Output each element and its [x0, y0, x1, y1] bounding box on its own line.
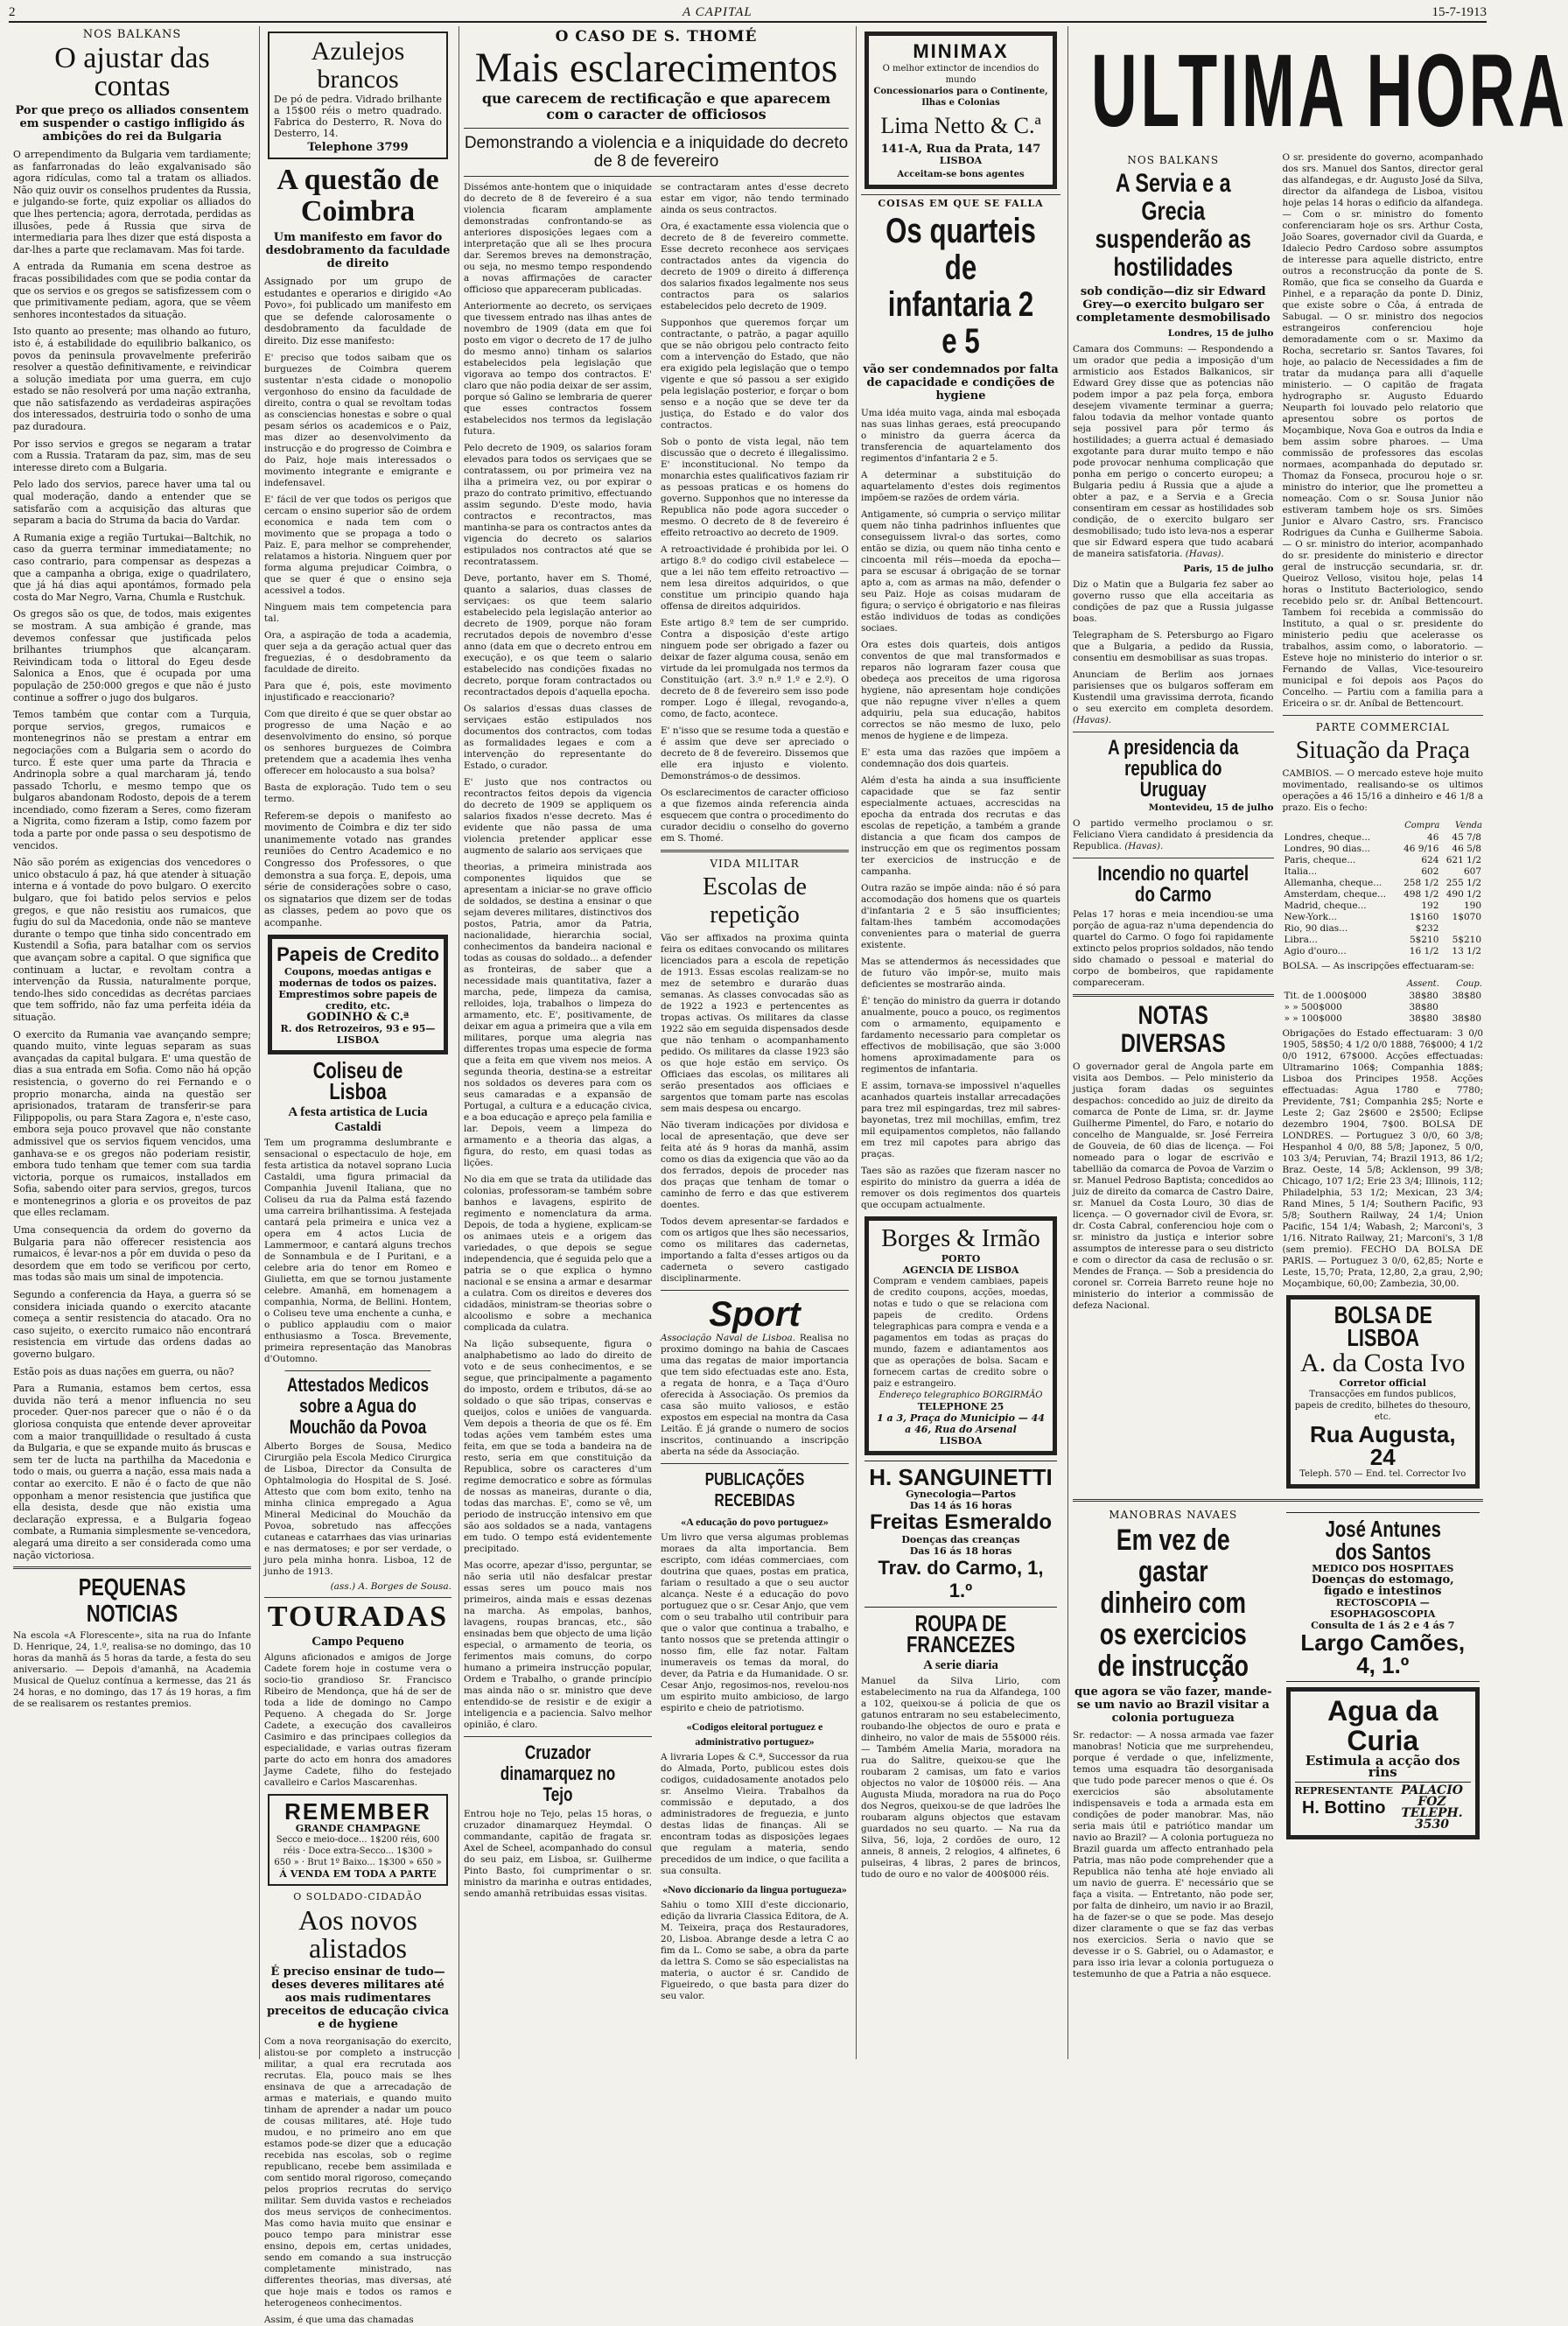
- table-row: [1283, 1013, 1484, 1025]
- table-header: [1283, 977, 1396, 991]
- dispatch-text: Anunciam de Berlim aos jornaes parisienses que os bulgaros sofferam em Kustendil uma gravissima derrota, ficando o seu exercito em completa desordem.: [1073, 669, 1274, 714]
- ad-text: Consulta de 1 ás 2 e 4 ás 7: [1311, 1620, 1455, 1631]
- ad-text: H. Bottino: [1301, 1798, 1386, 1818]
- ad-phone: Telephone 3799: [307, 141, 409, 154]
- article-paragraph: Telegrapham de S. Petersburgo ao Figaro que a Bulgaria, a pedido da Russia, consentiu em desmobilisar as suas tropas.: [1073, 630, 1274, 663]
- article-title: ROUPA DE FRANCEZES: [906, 1610, 1015, 1657]
- signature: (ass.) A. Borges de Sousa.: [330, 1580, 452, 1592]
- table-cell-value: 38$80: [1409, 991, 1438, 1001]
- article-paragraph: A livraria Lopes & C.ª, Successor da rua do Almada, Porto, publicou estes dois codigos, cuidadosamente anotados pelo sr. Anselmo Vieira. Trabalhos da commissão e deputado, a dos administradores de freguezia, e junto destas lidas de finanças. Ali se encontram todas as disposições legaes que regulam a materia, sendo precedidos de um indice, o que facilita a sua consulta.: [661, 1752, 849, 1876]
- ad-text: Transacções em fundos publicos, papeis de credito, bilhetes do thesouro, etc.: [1294, 1390, 1471, 1422]
- article-paragraph: Com a nova reorganisação do exercito, alistou-se por completo a instrucção militar, a qual era recrutada aos recrutas. Ela, pouco mais se lhes ensinava de que a arrecadação de armas e materiais, e quando muito tinham de aprender a nadar um pouco de cousas militares, até. Hoje tudo mudou, e no primeiro ano em que estamos pode-se dizer que a educação recebida nas escolas, sob o regime republicano, recebe bem assimilada e com sentido moral rigoroso, começando pelos proprios recrutas do serviço militar. Sem duvida vastos e recheiados dos meus serviços de conhecimentos. Mas como havia muito que ensinar e pouco tempo para ministrar esse ensino, depois em, certas unidades, sendo em comando a sua instrucção completamente ministrado, nas differentes theorias, mas diversas, até que hoje mais e todos os ramos e heterogeneos conhecimentos.: [264, 2035, 452, 2308]
- table-cell-label: » » 500$000: [1284, 1002, 1342, 1012]
- article-title: A Servia e a Grecia suspenderão as hostilidades: [1095, 169, 1251, 282]
- bolsa-table: [1283, 977, 1484, 1025]
- ad-address: 141-A, Rua da Prata, 147: [880, 143, 1041, 156]
- dispatch-source: (Havas).: [1073, 715, 1112, 725]
- table-header: [1283, 819, 1398, 832]
- article-paragraph: Anteriormente ao decreto, os serviçaes que tivessem entrado nas ilhas antes de novembro de 1909 (data em que foi posto em vigor o decreto de 17 de julho do mesmo anno) tinham os salarios estabelecidos pela legislação que vigorava ao tempo dos contractos. E' claro que não podia deixar de ser assim, porque só Galino se lembraria de querer que esses contractos fossem estabelecidos nos termos da legislação futura.: [464, 301, 652, 437]
- section-kicker: NOS BALKANS: [82, 28, 182, 41]
- table-row: [1283, 912, 1484, 923]
- ad-text: Corretor official: [1339, 1377, 1426, 1389]
- table-row: [1283, 855, 1484, 866]
- article-paragraph: Na lição subsequente, figura o analphabetismo ao lado do direito de voto e de seus conhecimentos, e se segue, que principalmente a pagamento do imposto, ordem e tributos, dá-se ao soldado o que são tripas, conservas e queijos, colos e uniões de vanguarda. Vem depois a theoria de que os fé. Em todas ações vem também estes uma feita, em que se toda a bandeira na de resto, seria em que constituição da Republica, sobre os caracteres d'um regime democratico e sobre as fórmulas de nossas as maneiras, durante o dia, todas das marchas. E', como se vê, um periodo de instrucção intensivo em que são aos soldados se a nada, vantagens em tudo. O tempo está evidentemente precipitado.: [464, 1339, 652, 1554]
- article-deck: «Codigos eleitoral portuguez e administrativo portuguez»: [686, 1720, 823, 1748]
- article-paragraph: Alberto Borges de Sousa, Medico Cirurgião pela Escola Medico Cirurgica de Lisboa, Director da Consulta de Ophtalmologia do Hospital de S. José. Attesto que com bom exito, tenho na minha clinica empregado a Agua Mineral Medicinal do Mouchão da Povoa, sobretudo nas affecções cutaneas e catarrhaes das vias urinarias e nas dermatoses; e por ser verdade, o juro pela minha honra. Lisboa, 12 de junho de 1913.: [264, 1440, 452, 1577]
- article-paragraph: Basta de exploração. Tudo tem o seu termo.: [264, 781, 452, 804]
- table-cell-label: Amsterdam, cheque...: [1284, 889, 1387, 900]
- table-cell-label: Madrid, cheque...: [1284, 900, 1367, 911]
- dateline: Londres, 15 de julho: [1167, 328, 1274, 339]
- article-paragraph: Estão pois as duas nações em guerra, ou não?: [13, 1365, 234, 1377]
- table-row: [1283, 844, 1484, 855]
- ad-text: REPRESENTANTE: [1294, 1785, 1393, 1797]
- ad-text: Compram e vendem cambiaes, papeis de credito coupons, acções, moedas, notas e tudo o que se relaciona com papeis de credito. Ordens telegraphicas para compra e venda e a pagamentos em todas as praças do mundo, fazem e adiantamentos aos que as operações de bolsa. Sacam e fornecem cartas de credito sobre o paiz e estrangeiro.: [873, 1277, 1048, 1389]
- article-deck: que agora se vão fazer, mande-se um navio ao Brazil visitar a colonia portugueza: [1074, 1685, 1272, 1725]
- article-paragraph: Deve, portanto, haver em S. Thomé, quanto a salarios, duas classes de serviçaes: os que teem salario estabelecido pela legislação anterior ao decreto de 1909, porque não foram recrutados depois de novembro d'esse anno (data em que o decreto entrou em execução), e os que teem o salario estabelecido nas condições fixadas no decreto, porque foram contractados ou recontractados depois d'aquella epocha.: [464, 573, 652, 697]
- article-paragraph: Assignado por um grupo de estudantes e operarios e dirigido «Ao Povo», foi publicado um manifesto em que se defende calorosamente o desdobramento da faculdade de direito. Diz esse manifesto:: [264, 276, 452, 347]
- ad-text: Doenças das creanças: [901, 1534, 1020, 1545]
- dispatch-source: (Havas).: [1124, 841, 1164, 851]
- ad-text: De pó de pedra. Vidrado brilhante a 15$00 réis o metro quadrado. Fabrica do Desterro, R. Nova do Desterro, 14.: [274, 94, 442, 139]
- ad-title: Freitas Esmeraldo: [869, 1510, 1053, 1534]
- table-row: [1283, 878, 1484, 889]
- article-title: O ajustar das contas: [54, 42, 210, 102]
- table-cell-label: Rio, 90 dias...: [1284, 923, 1348, 934]
- ad-address: R. dos Retrozeiros, 93 e 95—LISBOA: [280, 1022, 436, 1046]
- ad-text: Gynecologia—Partos: [906, 1489, 1016, 1500]
- ad-city: LISBOA: [939, 1435, 983, 1447]
- article-paragraph: Mas ocorre, apezar d'isso, perguntar, se não seria util não desfalcar prestar essas seres um pouco mais nos primeiros, ainda mais e essas dezenas na marcha. As empolas, banhos, lavagens, roupas brancas, etc., são ensinadas bem que objecto de uma lição especial, o armamento de teoria, os ferimentos mais comuns, do corpo humano a primeira instrucção popular, Ordem e Trabalho, o grande princípio mas ainda não o sr. ministro que deve entendido-se de resistir e de exigir a inteligencia e a paciencia. Salvo melhor opinião, é claro.: [464, 1560, 652, 1730]
- ad-text: Doenças do estomago, figado e intestinos: [1311, 1573, 1454, 1598]
- agua-curia-ad: [1286, 1687, 1480, 1839]
- section-kicker: MANOBRAS NAVAES: [1109, 1509, 1238, 1521]
- article-paragraph: Temos também que contar com a Turquia, porque servios, gregos, rumaicos e montenegrinos não se prestam a entrar em negociações com a Bulgaria sem o acordo do turco. É este quer uma parte da Thracia e Andrinopla sobre a qual marcharam já, tendo passado Tchorlu, e mesmo tempo que os bulgaros abandonam Rodosto, depois de a terem incendiado, como fizeram a Seres, como fizeram a Nigrita, como fizeram a Istip, como fazem por toda a parte por onde passa o seu despotismo de vencidos.: [13, 709, 251, 851]
- article-paragraph: Isto quanto ao presente; mas olhando ao futuro, isto é, á estabilidade do equilibrio balkanico, os povos da peninsula provavelmente preferirão resolver a questão definitivamente, e reivindicar a solução imediata por uma guerra, em cujo estado se não resolverá por uma nação extranha, que não satisfazendo as verdadeiras aspirações dos interessados, destruiria todo o sonho de uma paz duradoura.: [13, 326, 251, 433]
- ad-text: PALACIO FOZ: [1400, 1783, 1463, 1809]
- table-header: Venda: [1454, 821, 1482, 830]
- column-3: [458, 26, 853, 2059]
- article-paragraph: Os gregos são os que, de todos, mais exigentes se mostram. A sua ambição é grande, mas devemos confessar que justificada pelos brilhantes triumphos que alcançaram. Reivindicam toda o littoral do Egeu desde Salonica a Enos, que é ocupada por uma população de 250:000 gregos e que não é justo continue a soffrer o jugo dos bulgaros.: [13, 608, 251, 704]
- article-deck: É preciso ensinar de tudo—deses deveres militares até aos mais rudimentares preceitos de educação civica e de hygiene: [266, 1965, 450, 2031]
- ad-title: REMEMBER: [284, 1797, 431, 1825]
- table-cell-label: Libra...: [1284, 935, 1318, 945]
- article-paragraph: Todos devem apresentar-se fardados e com os artigos que lhes são necessarios, como os militares das cadernetas, importando a falta d'esses artigos ou da caderneta o severo castigado disciplinarmente.: [661, 1216, 849, 1284]
- article-deck: A serie diaria: [923, 1658, 998, 1672]
- article-paragraph: Para a Rumania, estamos bem certos, essa duvida não terá a menor influencia no seu proceder. Quer-nos parecer que o não é o da gloriosa conquista que entende dever aproveitar com a maior tranquillidade o resultado á custa da Bulgaria, e que se expande muito ás bruscas e sem ter de lucta na parthilha da Macedonia e todo o mais, ou guerra a nação, essa mais nada a contar ao exercito. E não é o facto de que não opponham a menor resistencia que justifica que ella desista, desde que não existia uma declaração expressa, e a Bulgaria fogeao combate, a Rumania simplesmente se-vencedora, alegará uma direito a ser considerada como uma nação victoriosa.: [13, 1383, 251, 1561]
- table-cell-value: 38$80: [1409, 1002, 1438, 1012]
- dispatch-text: Camara dos Communs: — Respondendo a um orador que pedia a imposição d'um armisticio aos Estados Balkanicos, sir Edward Grey disse que as potencias não podem impor a paz pela força, embora desejem vivamente terminar a guerra; falou todavia da melhor vontade quanto seja possivel para pôr termo ás hostilidades; a guerra actual é demasiado exgotante para durar muito tempo e não pode provocar nenhuma complicação que ponha em perigo o concerto europeu; a Bulgaria pediu á Russia que a ajude a obter a paz, e a Servia e a Grecia consentiram em cessar as hostilidades sob condição, de o exercito bulgaro ser desmobilisado; tudo isto leva-nos a esperar que sir Edward espera que tudo acabará de maneira satisfatoria.: [1073, 344, 1274, 559]
- ad-firm: GODINHO & C.ª: [306, 1010, 410, 1024]
- article-paragraph: O arrependimento da Bulgaria vem tardiamente; as fanfarronadas do leão exgalvanisado são agora ridículas, como tal a tratam os alliados. Não quiz ouvir os conselhos prudentes da Russia, e julgando-se forte, quiz expoliar os alliados do que lhes pertencia; agora, derrotada, perdidas as illusões, pede á Russia que sirva de intermediaria para lhes dizer que está disposta a dar-lhes a parte que reclamavam. Mas foi tarde.: [13, 149, 251, 256]
- article-title: Coliseu de Lisboa: [312, 1056, 403, 1104]
- article-paragraph: Alguns aficionados e amigos de Jorge Cadete forem hoje in costume vera o socio-tio grandioso Sr. Francisco Ribeiro de Mendonça, que há de ser de toda a lide de domingo no Campo Pequeno. A chegada do Sr. Jorge Cadete, a execução dos cavalleiros Casimiro e das principaes collegios da especialidade, e varias outras fizeram parte do acto em honra dos amadores Jayme Cadete, filho do festejado cavalleiro e Carlos Mascarenhas.: [264, 1651, 452, 1788]
- masthead: [9, 5, 1487, 23]
- article-paragraph: Tem um programma deslumbrante e sensacional o espectaculo de hoje, em festa artistica da notavel soprano Lucia Castaldi, uma figura primacial da Companhia Juvenil Italiana, que no Coliseu da rua da Palma está fazendo uma carreira brilhantissima. A festejada cantará pela primeira e unica vez a opera em 4 actos Lucia de Lammermoor, e cantará alguns trechos de Sonnambula e de I Puritani, e a celebre aria do tenor em Romeo e Giulietta, em que se tornou justamente celebre. Amanhã, em homenagem a companhia, Norma, de Bellini. Hontem, o Coliseu teve uma enchente a cunha, e o publico applaudiu com o maior enthusiasmo a Tosca. Brevemente, primeira representação das Manobras d'Outomno.: [264, 1137, 452, 1364]
- table-row: [1283, 900, 1484, 912]
- article-paragraph: Uma idéa muito vaga, ainda mal esboçada nas suas linhas geraes, está preocupando o ministro da guerra ácerca da transferencia de aquartelamento dos regimentos d'infantaria 2 e 5.: [861, 408, 1060, 464]
- ad-firm: A. da Costa Ivo: [1300, 1349, 1466, 1377]
- table-cell-value: 258 1/2: [1404, 878, 1439, 888]
- table-cell-value: 602: [1421, 866, 1439, 877]
- article-paragraph: Pelo lado dos servios, parece haver uma tal ou qual moderação, dando a entender que se satisfarão com a acquisição das alturas que separam a bacia do Struma da bacia do Vardar.: [13, 479, 251, 527]
- article-paragraph: Taes são as razões que fizeram nascer no espirito do ministro da guerra a idéa de remover os dois regimentos dos quarteis que occupam actualmente.: [861, 1166, 1060, 1210]
- article-paragraph: Segundo a conferencia da Haya, a guerra só se considera iniciada quando o exercito atacante começa a sentir resistencia do atacado. Ora no caso sujeito, o exercito rumaico não encontrará resistencia em virtude das ordens dadas ao governo bulgaro.: [13, 1289, 251, 1360]
- article-paragraph: Para que é, pois, este movimento injustificado e reaccionario?: [264, 680, 452, 703]
- article-title: Os quarteis de infantaria 2 e 5: [886, 212, 1036, 361]
- article-subhead: Demonstrando a violencia e a iniquidade do decreto de 8 de fevereiro: [464, 134, 849, 171]
- ad-text: RECTOSCOPIA — ESOPHAGOSCOPIA: [1330, 1597, 1436, 1620]
- azulejos-ad: [268, 32, 448, 159]
- article-paragraph: Sr. redactor: — A nossa armada vae fazer manobras! Noticia que me surprehendeu, porque é verdade o que, infelizmente, temos uma esquadra tão desorganisada que tudo pode parecer menos o que é. Os exercicios são absolutamente indispensaveis e toda a armada esta em condições de poder manobrar. Mas, não seria mais útil e patriótico mandar um navio ao Brazil? — A colonia portugueza no Brazil guarda um affecto entranhado pela Patria, mas não pode comprehender que a Republica não tenha até hoje enviado ali um navio de guerra. E' necessário que se faça a visita. — Entretanto, não pode ser, por falta de dinheiro, um navio ir ao Brazil, ha de fazer-se o que se pode. Mas desejo dizer claramente o que se faz das verbas nos exercicios. Seria o navio que se devesse ir o S. Gabriel, ou o Adamastor, e para isso iria levar a colonia portugueza o testemunho de que a Patria a não esquece.: [1073, 1730, 1274, 1979]
- article-title: Situação da Praça: [1295, 737, 1470, 764]
- article-title: Escolas de repetição: [703, 873, 807, 928]
- table-cell-value: 192: [1421, 900, 1439, 911]
- section-kicker: NOS BALKANS: [1127, 154, 1220, 166]
- table-cell-value: 38$80: [1409, 1013, 1438, 1024]
- table-header-row: [1283, 819, 1484, 832]
- section-kicker: O SOLDADO-CIDADÃO: [293, 1890, 423, 1902]
- exchange-table: [1283, 819, 1484, 957]
- dateline: Montevideu, 15 de julho: [1148, 802, 1274, 813]
- ad-city: PORTO: [941, 1253, 981, 1265]
- article-paragraph: Uma consequencia da ordem do governo da Bulgaria para não offerecer resistencia aos rumaicos, é levar-nos a pôr em duvida o peso da desordem que em todo se verificou por certo, mas todas são mais um sinal de impotencia.: [13, 1224, 251, 1284]
- borges-ad: [864, 1216, 1057, 1455]
- article-paragraph: Ora estes dois quarteis, dois antigos conventos de que mal transformados e reparos não lograram fazer cousa que obedeça aos preceitos de uma rigorosa hygiene, não apresentam hoje condições que não repugne viver n'elles a quem adquiriu, pela sua educação, habitos correctos se não mesmo de luxo, pelo menos de hygiene e de limpeza.: [861, 640, 1060, 741]
- doctors-ad: [864, 1461, 1057, 1608]
- table-cell-label: Londres, cheque...: [1284, 832, 1371, 843]
- table-cell-value: 498 1/2: [1404, 889, 1439, 900]
- article-paragraph: Ora, é exactamente essa violencia que o decreto de 8 de fevereiro commette. Esse decreto reconhece aos serviçaes contractados antes da vigencia do decreto de 1909 o direito á differença dos salarios fixados legalmente nos seus contractos para os salarios estabelecidos pelo decreto de 1909.: [661, 221, 849, 312]
- table-cell-value: 38$80: [1452, 1013, 1481, 1024]
- article-title: Aos novos alistados: [298, 1903, 417, 1964]
- section-kicker: O CASO DE S. THOMÉ: [555, 28, 758, 46]
- table-cell-value: 13 1/2: [1452, 946, 1481, 956]
- papeis-ad: [268, 935, 448, 1054]
- ad-title: Azulejos brancos: [311, 37, 405, 94]
- article-paragraph: [1073, 669, 1274, 726]
- article-title: Incendio no quartel do Carmo: [1097, 862, 1250, 907]
- table-row: [1283, 946, 1484, 957]
- table-cell-value: 5$210: [1409, 935, 1439, 945]
- table-cell-label: Paris, cheque...: [1284, 855, 1356, 865]
- table-cell-label: Allemanha, cheque...: [1284, 878, 1382, 888]
- ad-city: LISBOA: [939, 155, 983, 166]
- ad-text: Concessionarios para o Continente, Ilhas e Colonias: [873, 87, 1048, 108]
- table-cell-value: 45 7/8: [1452, 832, 1481, 843]
- ad-text: Das 16 ás 18 horas: [909, 1545, 1012, 1557]
- article-deck: A festa artistica de Lucia Castaldi: [288, 1104, 428, 1134]
- article-paragraph: A determinar a substituição do aquartelamento d'estes dois regimentos impõem-se razões de ordem vária.: [861, 470, 1060, 503]
- ad-text: Estimula a acção dos rins: [1305, 1753, 1460, 1780]
- section-kicker: PARTE COMMERCIAL: [1315, 721, 1450, 733]
- table-cell-value: 490 1/2: [1446, 889, 1481, 900]
- bolsa-lisboa-ad: [1286, 1295, 1480, 1489]
- sport-text: Realisa no proximo domingo na bahia de Cascaes uma das regatas de maior importancia que tem sido efectuadas este ano. Esta, a regata de honra, e a Taça d'Ouro oferecida à Associação. Os premios da casa são muito valiosos, e estão expostos em especial na montra da Casa Leitão. É já grande o numero de socios inscritos, continuando a inscripção aberta na séde da Associação.: [661, 1333, 849, 1457]
- article-paragraph: E assim, tornava-se impossivel n'aquelles acanhados quarteis installar arrecadações para trez mil espingardas, trez mil sabres-bayonetas, trez mil mochillas, emfim, trez mil equipamentos completos, não fallando em trez mil capotes para abrigo das praças.: [861, 1081, 1060, 1159]
- table-cell-value: 1$160: [1409, 912, 1439, 922]
- article-paragraph: Ninguem mais tem competencia para tal.: [264, 601, 452, 624]
- article-paragraph: Os esclarecimentos de caracter officioso a que fizemos ainda referencia ainda esquecem que contra o procedimento do curador decidiu o conselho do governo em S. Thomé.: [661, 788, 850, 844]
- table-cell-value: 624: [1421, 855, 1439, 865]
- dispatch-source: (Havas).: [1185, 549, 1224, 559]
- article-paragraph: O exercito da Rumania vae avançando sempre; quando muito, vinte leguas separam as suas avançadas da capital bulgara. E' uma questão de dias a sua entrada em Sofia. Como não há opção resistencia, o governo do rei Fernando e o proprio monarcha, ainda na questão ser aprisionados, trataram de transferir-se para Filippopolis, ou para Stara Zagora e, n'este caso, embora seja pouco provavel que não constante admissivel que os servios fiquem vencidos, uma ganhava-se e os gregos não poderiam resistir, embora tudo tenham que temer com sua tardia victoria, porque os rumaicos, installados em Sofia, sabendo oiter para servios, gregos, turcos e montenegrinos a gloria e os proveitos de paz que elles reclamam.: [13, 1028, 251, 1219]
- article-paragraph: Referem-se depois o manifesto ao movimento de Coimbra e diz ter sido unanimemente votado nas grandes reuniões do Centro Academico e no Congresso dos Professores, o que demonstra a sua força. E, depois, uma série de considerações sobre o caso, os signatarios que dizem ser de todas as classes, pedem ao povo que os acompanhe.: [264, 809, 452, 928]
- ad-text: AGENCIA DE LISBOA: [902, 1265, 1019, 1276]
- article-paragraph: Obrigações do Estado effectuaram: 3 0/0 1905, 58$50; 4 1/2 0/0 1888, 76$000; 4 1/2 0/0 1912, 67$000. Acções effectuadas: Ultramarino 106$; Companhia 188$; Lisboa dos Principes 1958. Acções effectuadas: Agua 1780 e 7780; Previdente, 7$1; Companhia 2$5; Norte e Leste 2; Gaz 2$600 e 2$500; Eclipse dezembro 1904, 7$00. BOLSA DE LONDRES. — Portuguez 3 0/0, 60 3/8; Hespanhol 4 0/0, 88 5/8; Japonez, 5 0/0, 103 3/4; Peruvian, 74; Brazil 1913, 86 1/2; Braz. Oeste, 14 5/8; Acklenson, 99 3/8; Chicago, 107 1/2; Erie 23 3/4; Illinois, 112; Philadelphia, 53 1/2; Mexican, 23 3/4; Rand Mines, 5 1/4; Southern Pacific, 93 5/8; Southern Railway, 24 1/4; Union Pacific, 154 1/4; Wabash, 2; Marconi's, 3 1/16. Nitrato Railway, 21; Marconi's, 3 1/8 (sem premio). FECHO DA BOLSA DE PARIS. — Portuguez 3 0/0, 62,85; Norte e Leste, 15,70; Prata, 12,80, 2,a grau, 2,90; Moçambique, 60,00; Zambezia, 30,00.: [1282, 1028, 1483, 1289]
- article-title: A presidencia da republica do Uruguay: [1108, 736, 1239, 802]
- ad-phone: TELEPHONE 25: [917, 1401, 1004, 1412]
- article-deck: vão ser condemnados por falta de capacidade e condições de hygiene: [863, 363, 1059, 403]
- ad-text: Á VENDA EM TODA A PARTE: [279, 1867, 437, 1880]
- article-paragraph: Mas se attendermos ás necessidades que de futuro vão impôr-se, muito mais deficientes se mostrarão ainda.: [861, 956, 1060, 990]
- table-cell-label: » » 100$000: [1284, 1013, 1342, 1024]
- article-paragraph: Dissémos ante-hontem que o iniquidade do decreto de 8 de fevereiro é a sua violencia ficaram amplamente demonstradas confrontando-se as anteriores disposições legaes com a interpretação que ali se lhes procura dar. Seremos breves na demonstração, ou seja, no mesmo tempo respondendo a novas affirmações de caracter officioso que appareceram publicadas.: [464, 182, 652, 295]
- table-header: Compra: [1404, 821, 1440, 830]
- article-title: NOTAS DIVERSAS: [1120, 1001, 1226, 1058]
- article-paragraph: Pelas 17 horas e meia incendiou-se uma porção de agua-raz n'uma dependencia do quartel do Carmo. O fogo foi rapidamente extincto pelos proprios soldados, não tendo sido chamado o pessoal e material do corpo de bombeiros, que rapidamente compareceram.: [1073, 909, 1274, 988]
- article-title: A questão de Coimbra: [276, 164, 439, 228]
- table-header: Assent.: [1406, 979, 1439, 989]
- article-paragraph: theorias, a primeira ministrada aos componentes liquidos que se apresentam a iniciar-se no grave officio de soldados, se destina a ensinar o que sejam deveres militares, distinctivos dos postos, Patria, amor da Patria, nacionalidade, hierarchia social, conhecimentos da bandeira nacional e todas as cousas do soldado... a defender as fronteiras, de saber que a necessidade mais quantitativa, fazer a marcha, pede, limpeza da camisa, relloides, loja, trabalhos o limpeza do armamento, etc. E', positivamente, de deixar em agua a primeira que a vila em militares, porque uma alegria nas differentes tropas uma especie de forma que a feita em que vivem nos meios. A segunda theoria, destina-se a estreitar nos soldados os deveres para com os seus camaradas e a expansão de Portugal, a cultura e a educação civica, e a boa educação e apreço pela familia e lar. Depois, veem a limpeza do armamento e a theoria das algas, a figura, do resto, em quasi todas as lições.: [464, 862, 652, 1168]
- article-deck: Um manifesto em favor do desdobramento da faculdade de direito: [265, 231, 451, 270]
- minimax-ad: [864, 32, 1057, 189]
- article-paragraph: CAMBIOS. — O mercado esteve hoje muito movimentado, realisando-se os ultimos operações a 46 15/16 a dinheiro e 46 1/8 a prazo. Eis o fecho:: [1282, 768, 1483, 813]
- table-cell-value: 46: [1427, 832, 1439, 843]
- article-title: Em vez de gastar dinheiro com os exercicios de instrucção: [1097, 1524, 1249, 1683]
- article-paragraph: E' fácil de ver que todos os perigos que cercam o ensino superior são de ordem economica e nada tem com o movimento que se propaga a todo o Paiz. E, para melhor se comprehender, relatamos a historia. Ninguem quer por forma alguma prejudicar Coimbra, o que se quer é que o ensino seja acessivel a todos.: [264, 494, 452, 596]
- table-cell-value: 607: [1463, 866, 1481, 877]
- ad-title: H. SANGUINETTI: [869, 1464, 1053, 1490]
- article-deck: «Novo diccionario da lingua portugueza»: [662, 1883, 847, 1895]
- notices-title: PEQUENAS NOTICIAS: [78, 1573, 186, 1628]
- article-deck: Por que preço os alliados consentem em suspender o castigo infligido ás ambições do rei da Bulgaria: [15, 104, 249, 144]
- table-row: [1283, 832, 1484, 844]
- ad-title: MINIMAX: [913, 40, 1009, 62]
- article-title: Cruzador dinamarquez no Tejo: [500, 1741, 616, 1805]
- article-title: PUBLICAÇÕES RECEBIDAS: [704, 1470, 805, 1510]
- article-paragraph: Este artigo 8.º tem de ser cumprido. Contra a disposição d'este artigo ninguem pode ser obrigado a fazer ou deixar de fazer alguma cousa, senão em virtude da lei promulgada nos termos da Constituição (art. 3.º n.º 1.º e 2.º). O decreto de 8 de fevereiro sem isso pode romper. Logo é illegal, revogando-a, como, de facto, acontece.: [661, 618, 849, 719]
- ad-address: Trav. do Carmo, 1, 1.º: [878, 1557, 1044, 1601]
- sport-source: Associação Naval de Lisboa.: [661, 1333, 795, 1343]
- table-cell-label: Tit. de 1.000$000: [1284, 991, 1367, 1001]
- ad-phone: TELEPH. 3530: [1401, 1806, 1463, 1832]
- article-paragraph: Não tiveram indicações por dividosa e local de apresentação, que deve ser feita até ás 9 horas da manhã, assim como os dias da exigencia que vão ao da dos ferrados, depois de proceder nas dos praças que tenham de tomar o caminho de ferro e das que estiverem doentes.: [661, 1120, 849, 1210]
- article-paragraph: O sr. presidente do governo, acompanhado dos srs. Manuel dos Santos, director geral das alfandegas, e dr. Augusto José da Silva, director da alfandega de Lisboa, visitou hoje pelas 14 horas o edificio da alfandega. — Com o sr. ministro do fomento conferenciaram hoje os srs. Arthur Costa, João Soares, governador civil da Guarda, e Idalecio Pedro Cardoso sobre assumptos de interesse para aquelle districto, entre outros a reconstrucção da ponte de S. Romão, que fica se conselho da Guarda e Pinhel, e a reparação da ponte D. Diniz, que existe sobre o Côa, á entrada de Sabugal. — O sr. ministro dos negocios estrangeiros conferenciou hoje demoradamente com o sr. Maximo da Rocha, secretario sr. Santos Tavares, foi hoje, ao palacio de Necessidades a fim de tratar da mudança para alli d'aquelle ministerio. — O capitão de fragata hydrographo sr. Augusto Eduardo Neuparth foi louvado pelo relatorio que apresentou sobre os portos de Moçambique, Nova Goa e outros da India e bem assim sobre pharoes. — Uma commissão de professores das escolas normaes, acompanhada do deputado sr. Thomaz da Fonseca, procurou hoje o sr. ministro do interior, que lhe prometteu a nomeação. Com o sr. Sousa Junior não estiveram tambem hoje os srs. Simões Junior e Alvaro Castro, srs. Francisco Rodrigues da Cunha e Guilherme Saboia. — O sr. ministro do interior, acompanhado do sr. presidente do ministerio e director geral de instrucção secundaria, sr. dr. Queiroz Velloso, visitou hoje, pelas 14 horas o Instituto Bacteriologico, sendo recebido pelo sr. dr. Aníbal Bettencourt. Tambem foi recebida a commissão do Instituto, a qual o sr. presidente do ministerio pediu que acelerasse os trabalhos, assim como, o laboratorio. — Esteve hoje no ministerio do interior o sr. Fernando de Vallas, Vice-tesoureiro municipal e foi depois aos Paços do Concelho. — Partiu com a familia para a Ericeira o sr. dr. Aníbal de Bettencourt.: [1282, 152, 1483, 709]
- table-cell-value: 255 1/2: [1446, 878, 1481, 888]
- article-deck: «A educação do povo portuguez»: [681, 1516, 829, 1528]
- article-paragraph: [1073, 818, 1274, 852]
- ad-address: Rua Augusta, 24: [1309, 1421, 1456, 1470]
- table-row: [1283, 889, 1484, 900]
- article-paragraph: E' preciso que todos saibam que os burguezes de Coimbra querem sustentar n'esta cidade o monopolio vergonhoso do ensino da faculdade de direito, contra o qual se revoltam todas as consciencias honestas e sobre o qual pesam sérios os academicos e o Paiz, mas dizer ao desenvolvimento da instrucção e do progresso de Coimbra e do Paiz, hoje mais interessados o movimento integrante e emigrante e indefensavel.: [264, 352, 452, 488]
- article-paragraph: E' esta uma das razões que impõem a condemnação dos dois quarteis.: [861, 747, 1060, 769]
- article-paragraph: A retroactividade é prohibida por lei. O artigo 8.º do codigo civil estabelece — que a lei não tem effeito retroactivo — nem lesa direitos adquiridos, o que constitue um principio quando haja offensa de direitos adquiridos.: [661, 544, 849, 612]
- table-cell-label: Londres, 90 dias...: [1284, 844, 1371, 854]
- remember-ad: [268, 1794, 448, 1886]
- table-cell-value: 1$070: [1452, 912, 1481, 922]
- table-cell-value: 16 1/2: [1409, 946, 1439, 956]
- article-paragraph: Além d'esta ha ainda a sua insufficiente capacidade que se faz sentir especialmente actuaes, accrescidas na epocha da entrada dos recrutas e das escolas de repetição, a também a grande distancia a que ficam dos campos de instrucção em que os regimentos possam ter exercicios de instrucção e de campanha.: [861, 775, 1060, 877]
- article-paragraph: E' justo que nos contractos ou recontractos feitos depois da vigencia do decreto de 1909 se appliquem os salarios fixados n'esse decreto. Mas é evidente que não passa de uma violencia pretender applicar esse augmento de salario aos serviçaes que: [464, 777, 652, 856]
- article-paragraph: O governador geral de Angola parte em visita aos Dembos. — Pelo ministerio da justiça foram dadas os seguintes despachos: concedido ao juiz de direito da comarca de Ponte de Lima, sr. dr. Jayme Guilherme Pimentel, do Faro, e notario do concelho de Mangualde, sr. José Ferreira de Gouveia, de 60 dias de licença. — Foi nomeado para o logar de escrivão e tabellião da comarca de Povoa de Varzim o sr. Manuel Pedroso Baptista; concedidos ao juiz de direito da comarca de Castro Daire, sr. Manuel da Costa Louro, 30 dias de licença. — O governador civil de Evora, sr. dr. Costa Cabral, conferenciou hoje com o sr. ministro da justiça e interior sobre assumptos de interesse para o seu districto e com o director da casa de reclusão o sr. Mendes de França. — Sob a presidencia do coronel sr. Correia Barreto reune hoje no ministerio do interior a commissão de defeza Nacional.: [1073, 1061, 1274, 1311]
- ad-title: José Antunes dos Santos: [1325, 1516, 1441, 1565]
- table-cell-value: 46 5/8: [1452, 844, 1481, 854]
- table-cell-value: [1440, 923, 1483, 935]
- article-deck: Campo Pequeno: [312, 1634, 404, 1649]
- article-paragraph: Entrou hoje no Tejo, pelas 15 horas, o cruzador dinamarquez Heymdal. O commandante, capitão de fragata sr. Axel de Scheel, acompanhado do consul do seu paiz, em Lisboa, sr. Guilherme Pinto Basto, foi cumprimentar o sr. ministro da marinha e outras entidades, sendo amanhã retribuidas essas visitas.: [464, 1809, 652, 1899]
- table-header-row: [1283, 977, 1484, 991]
- table-cell-value: $232: [1415, 923, 1439, 934]
- table-row: [1283, 866, 1484, 878]
- sport-title: Sport: [709, 1295, 801, 1334]
- article-paragraph: BOLSA. — As inscripções effectuaram-se:: [1282, 961, 1474, 971]
- ad-text: Secco e meio-doce... 1$200 réis, 600 réis · Doce extra-Secco... 1$300 » 650 » · Brut 1º Baixo... 1$300 » 650 »: [274, 1834, 442, 1867]
- table-row: [1283, 1002, 1484, 1013]
- santos-ad: [1286, 1512, 1480, 1682]
- ad-title: Papeis de Credito: [276, 942, 439, 965]
- table-row: [1283, 923, 1484, 935]
- article-paragraph: Com que direito é que se quer obstar ao progresso de uma Nação e ao desenvolvimento do ensino, só porque os senhores burguezes de Coimbra pretendem que a academia lhes venha offerecer em holocausto a sua bolsa?: [264, 708, 452, 776]
- ad-text: Coupons, moedas antigas e modernas de todos os paizes.: [278, 965, 438, 989]
- article-paragraph: Assim, é que uma das chamadas: [264, 2314, 414, 2325]
- article-paragraph: Supponhos que queremos forçar um contractante, o patrão, a pagar aquillo que se não obrigou pelo contracto feito com a intervenção do Estado, que não era exigido pela legislação que o tempo vigente e que só passou a ser exigido pela legislação posterior, e forçar o bom senso e a noção que se deve ter da justiça, do Estado e do valor dos contractos.: [661, 318, 849, 431]
- table-cell-label: New-York...: [1284, 912, 1338, 922]
- ad-text: Emprestimos sobre papeis de credito, etc.: [278, 988, 438, 1012]
- ad-title: Agua da Curia: [1327, 1695, 1438, 1756]
- article-paragraph: se contractaram antes d'esse decreto estar em vigor, não tendo terminado ainda os seus contractos.: [661, 182, 849, 215]
- table-cell-value: 190: [1463, 900, 1481, 911]
- table-cell-value: [1440, 1002, 1483, 1013]
- article-paragraph: A entrada da Rumania em scena destroe as fracas possibilidades com que se podia contar da que os servios e os gregos se satisfizessem com o que primitivamente pediam, agora, que se vêem senhores incontestados da situação.: [13, 261, 251, 320]
- article-paragraph: Um livro que versa algumas problemas moraes da alta importancia. Bem escripto, com idéas commerciaes, com doutrina que quaes, postas em pratica, fariam o resultado a que o seu auctor alcança. Neste é a educação do povo portuguez que o sr. Cesar Anjo, que vem com o seu trabalho util contribuir para que o valor que continua a trabalho, e tanto nossos que se pretenda attingir o nosso fim, elle faz notar. Faltam inumeraveis os temas da moral, do dever, da Patria e da Humanidade. O sr. Cesar Anjo, regosimos-nos, revelou-nos um espirito muito ambicioso, de largo espirito e cheio de patriotismo.: [661, 1532, 849, 1713]
- article-paragraph: Vão ser affixados na proxima quinta feira os editaes convocando os militares licenciados para a escola de repetição de 1913. Essas escolas realizam-se no mez de setembro e durarão duas semanas. As classes convocadas são as de 1922 a 1923 e pertencentes as tropas activas. Os militares da classe 1922 são em seguida dispensados desde que não tenham o acompanhamento pedido. Os militares da classe 1923 são os que hoje estão em serviço. Os Officiaes das escolas, os militares ali serão presentados aos officiaes e sargentos que tomam parte nas escolas sem mais despesa ou encargo.: [661, 933, 849, 1114]
- article-title: Mais esclarecimentos: [474, 45, 838, 91]
- article-paragraph: No dia em que se trata da utilidade das colonias, professoram-se também sobre banhos e lavagens, espirito de regimento e nomenclatura da arma. Depois, de toda a hygiene, explicam-se os animaes uteis e a origem das variedades, o que depois se segue independencia, que é seguida pelo que a patria se o que explica o hymno nacional e se ensina a armar e desarmar a culatra. Com os direitos e deveres dos cidadãos, ministram-se theorias sobre o alcoolismo e sobre a mechanica complicada da culatra.: [464, 1174, 652, 1333]
- table-cell-value: 5$210: [1452, 935, 1481, 945]
- ad-firm: Lima Netto & C.ª: [880, 113, 1041, 138]
- article-title: TOURADAS: [267, 1600, 449, 1633]
- column-5: [1068, 26, 1568, 2059]
- column-4: [856, 26, 1065, 2059]
- article-paragraph: Sob o ponto de vista legal, não tem discussão que o decreto é illegalissimo. E' inconstitucional. No tempo da monarchia estes qualificativos faziam rir as pessoas praticas e os homens do governo. Supponhos que no interesse da Republica não pode agora succeder o mesmo. O decreto de 8 de fevereiro é effeito retroactivo ao decreto de 1909.: [661, 437, 849, 538]
- ad-address: Largo Camões, 4, 1.º: [1300, 1629, 1466, 1678]
- article-paragraph: Antigamente, só cumpria o serviço militar quem não tinha padrinhos influentes que conseguissem livral-o das sortes, como então se dizia, ou quem não tinha cento e cincoenta mil réis—moeda da epocha—para se escusar á obrigação de se tornar apto a, com as armas na mão, defender o seu Paiz. Hoje as coisas mudaram de figura; o serviço é obrigatorio e nas fileiras estão individuos de todas as condições sociaes.: [861, 509, 1060, 634]
- article-paragraph: [1073, 344, 1274, 560]
- ad-phone: Teleph. 570 — End. tel. Corrector Ivo: [1299, 1469, 1466, 1479]
- article-paragraph: Manuel da Silva Lirio, com estabelecimento na rua da Alfandega, 100 a 102, queixou-se á policia de que os gatunos entraram no seu estabelecimento, roubando-lhe objectos de ouro e prata e dinheiro, no valor de mais de 55$000 réis. — Também Amelia Maria, moradora na rua do Salitre, queixou-se que lhe roubaram 2 camisas, um fato e varios objectos no valor de 10$000 réis. — Ana Augusta Miuda, moradora na rua do Poço dos Negros, queixou-se de que ladrões lhe roubaram alguns objectos que estavam guardados no seu quarto. — Na rua da Silva, 56, loja, 2 cordões de ouro, 12 anneis, 8 anneis, 2 relogios, 4 alfinetes, 6 pulseiras, 4 libras, 2 pares de brincos, tudo de ouro e no valor de 400$000 réis.: [861, 1676, 1060, 1880]
- page-number: 2: [9, 5, 16, 19]
- article-deck: que carecem de rectificação e que aparecem com o caracter de officiosos: [481, 90, 831, 123]
- section-kicker: VIDA MILITAR: [710, 858, 800, 870]
- article-paragraph: A Rumania exige a região Turtukai—Baltchik, no caso da guerra terminar immediatamente; no caso contrario, para compensar as despezas a que a campanha a obriga, exige o quadrilatero, que já há dias aqui apontámos, formado pela costa do Mar Negro, Varna, Chumla e Rustchuk.: [13, 531, 251, 603]
- notices-text: Na escola «A Florescente», sita na rua do Infante D. Henrique, 24, 1.º, realisa-se no domingo, das 10 horas da manhã ás 5 horas da tarde, a festa do seu aniversario. — Depois d'amanhã, na Academia Musical de Queluz contínua a kermesse, das 21 ás 24 horas, e no domingo, das 17 ás 19 horas, a fim de se realisarem os restantes premios.: [13, 1630, 251, 1710]
- article-paragraph: Não são porém as exigencias dos vencedores o unico obstaculo á paz, há que atender à situação interna e á vontade do povo bulgaro. O exercito bulgaro, que foi batido pelos servios e pelos gregos, e que não resistiu aos rumaicos, que fugiu do sul da Macedonia, onde não se manteve durante o tempo que tinha sido concentrado em Kustendil a Sofia, para batalhar com os servios que avançam sobre a capital. O que significa que continuam a luctar, e revoltam contra a intervenção da Russia, naturalmente porque, tendo-lhes sido concedidas as decrétas parciaes que tem soffrido, não faz uma perfeita idéia da situação.: [13, 857, 251, 1023]
- article-paragraph: Outra razão se impõe ainda: não é só para accomodação dos homens que os quarteis d'infantaria 2 e 5 são insufficientes; faltam-lhes também accomodações convenientes para o material de guerra existente.: [861, 883, 1060, 950]
- table-cell-value: 46 9/16: [1404, 844, 1439, 854]
- ad-text: Das 14 ás 16 horas: [909, 1500, 1012, 1511]
- article-paragraph: E' n'isso que se resume toda a questão e é assim que deve ser apreciado o decreto de 8 de fevereiro. Dissemos que elle era injusto e violento. Demonstrámos-o de dessimos.: [661, 725, 849, 781]
- ultima-hora-banner: ULTIMA HORA: [1090, 33, 1568, 149]
- ad-title: Borges & Irmão: [881, 1225, 1040, 1252]
- ad-text: GRANDE CHAMPAGNE: [295, 1822, 421, 1834]
- article-title: Attestados Medicos sobre a Agua do Mouchão da Povoa: [285, 1370, 431, 1438]
- article-paragraph: É' tenção do ministro da guerra ir dotando anualmente, pouco a pouco, os regimentos com o armamento, equipamento e fardamento necessario para completar os effectivos de mobilisação, que são 3:000 homens aproximadamente para os regimentos de infantaria.: [861, 996, 1060, 1075]
- dispatch-text: O partido vermelho proclamou o sr. Feliciano Viera candidato á presidencia da Republica.: [1073, 818, 1274, 851]
- article-paragraph: Pelo decreto de 1909, os salarios foram elevados para todos os serviçaes que se contratassem, ou por primeira vez na ilha a primeira vez, ou por expirar o prazo do contrato primitivo, effectuando assim segundo. D'este modo, havia contractos e recontractos, mas mantinha-se para os contractos antes da vigencia do decreto os salarios estipulados nos contractos até que se recontratassem.: [464, 443, 652, 567]
- column-2: [259, 26, 456, 2325]
- article-paragraph: Ora, a aspiração de toda a academia, quer seja a da geração actual quer das freguezias, é o desdobramento da faculdade de direito.: [264, 629, 452, 675]
- table-cell-value: 621 1/2: [1446, 855, 1481, 865]
- table-cell-label: Italia...: [1284, 866, 1318, 877]
- issue-date: 15-7-1913: [1432, 5, 1487, 19]
- table-row: [1283, 935, 1484, 946]
- article-paragraph: Diz o Matin que a Bulgaria fez saber ao governo russo que ella acceitaria as condições de paz que a Russia julgasse boas.: [1073, 579, 1274, 624]
- dateline: Paris, 15 de julho: [1183, 564, 1274, 574]
- table-cell-value: 38$80: [1452, 991, 1481, 1001]
- section-kicker: COISAS EM QUE SE FALLA: [861, 194, 1060, 209]
- ad-address: 1 a 3, Praça do Municipio — 44 a 46, Rua do Arsenal: [877, 1412, 1045, 1435]
- ad-text: Endereço telegraphico BORGIRMÃO: [878, 1391, 1043, 1400]
- table-cell-label: Agio d'ouro...: [1284, 946, 1347, 956]
- article-paragraph: Por isso servios e gregos se negaram a tratar com a Russia. Trataram da paz, sim, mas de seu interesse direto com a Bulgaria.: [13, 438, 251, 473]
- article-deck: sob condição—diz sir Edward Grey—o exercito bulgaro ser completamente desmobilisado: [1075, 285, 1270, 325]
- ad-title: BOLSA DE LISBOA: [1334, 1301, 1432, 1351]
- table-row: [1283, 991, 1484, 1002]
- article-paragraph: [661, 1333, 849, 1458]
- table-header: Coup.: [1456, 979, 1482, 989]
- newspaper-name: A CAPITAL: [682, 5, 752, 19]
- article-paragraph: Sahiu o tomo XIII d'este diccionario, edição da livraria Classica Editora, de A. M. Teixeira, praça dos Restauradores, 20, Lisboa. Abrange desde a letra C ao fim da L. Como se sabe, a obra da parte da lettra S. Como se são especialistas na materia, o auctor é sr. Candido de Figueiredo, o que basta para dizer do seu valor.: [661, 1900, 849, 2001]
- article-paragraph: Os salarios d'essas duas classes de serviçaes estão estipulados nos documentos dos contractos, com todas as formalidades legaes e com a intervenção do representante do Estado, o curador.: [464, 704, 652, 771]
- ad-text: MEDICO DOS HOSPITAES: [1312, 1563, 1454, 1574]
- column-1: [9, 26, 256, 2059]
- ad-text: Acceitam-se bons agentes: [897, 170, 1025, 179]
- ad-text: O melhor extinctor de incendios do mundo: [882, 64, 1040, 85]
